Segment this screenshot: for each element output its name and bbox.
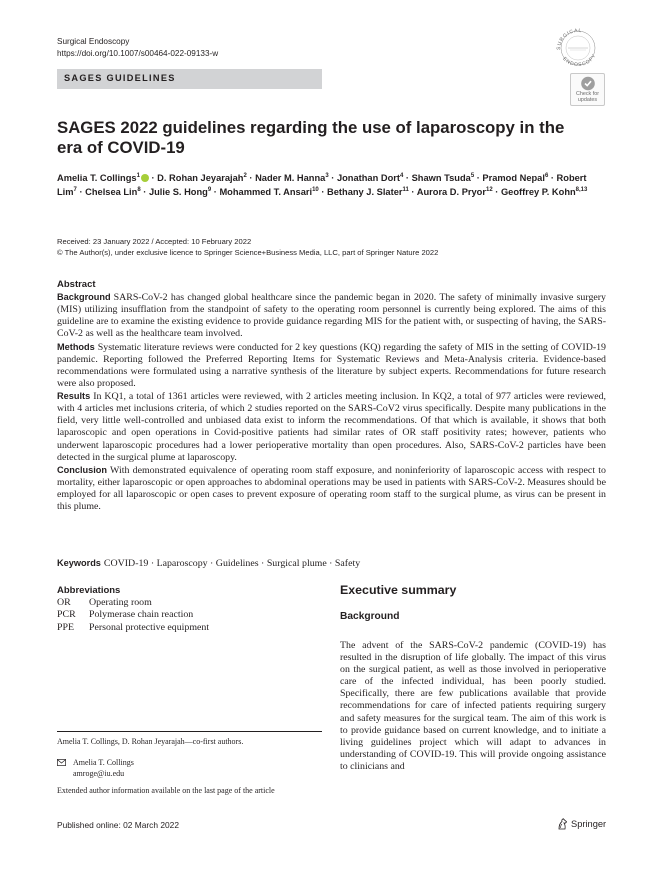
author-name: Julie S. Hong [148,186,208,197]
author[interactable] [417,187,493,197]
author[interactable] [157,173,247,183]
author-name: Shawn Tsuda [411,173,471,183]
journal-header [57,36,218,59]
published-online-date: Published online: 02 March 2022 [57,820,179,830]
author-name: Chelsea Lin [85,186,138,197]
author-separator: · [474,173,483,183]
abstract-heading: Abstract [57,279,96,290]
publisher-name: Springer [571,819,607,829]
author[interactable] [327,187,409,197]
section-heading-executive-summary: Executive summary [340,583,457,597]
abbreviation-row [57,609,322,621]
corresponding-author [57,757,134,779]
author-separator: · [148,173,158,183]
check-for-updates-badge[interactable] [570,73,605,106]
author-affiliation: 9 [207,186,212,193]
abbreviation-term: PPE [57,621,75,633]
keywords-text: COVID-19 · Laparoscopy · Guidelines · Surgical plume · Safety [103,558,361,569]
orcid-icon[interactable] [141,174,149,182]
background-body-text: The advent of the SARS-CoV-2 pandemic (COVID-19) has resulted in the disruption of life globally. The impact of this virus on the surgical patient, as well as those involved in perioperative care of the infected individual, has been poorly studied. Specifically, there are few publications available that provide recommendations for care of infected patients requiring surgery and safety measures for the surgical team. The aim of this work is to provide guidance based on current knowledge, and to initiate a living guidelines project which will adapt to advances in understanding of COVID-19. This will provide ongoing assistance to clinicians and [340,640,606,772]
author-separator: · [408,186,417,197]
keywords [57,557,360,570]
envelope-icon [57,759,66,766]
author-list [57,172,607,199]
author-name: D. Rohan Jeyarajah [157,173,244,183]
author-separator: · [211,186,220,197]
received-accepted-dates: Received: 23 January 2022 / Accepted: 10 February 2022 [57,237,252,246]
abbreviation-row [57,622,322,634]
abstract-background-label: Background [57,292,111,302]
author-affiliation: 8 [137,186,141,193]
author[interactable] [85,187,141,197]
author-name: Nader M. Hanna [255,173,326,183]
author-affiliation: 6 [544,172,549,179]
author-separator: · [492,186,501,197]
author-affiliation: 3 [325,172,329,179]
abstract-methods-label: Methods [57,341,95,352]
section-label: SAGES GUIDELINES [64,73,176,83]
author-name: Aurora D. Pryor [416,186,486,197]
abstract-results [57,390,606,464]
author[interactable] [149,187,211,197]
copyright-notice: © The Author(s), under exclusive licence to Springer Science+Business Media, LLC, part of Springer Nature 2022 [57,248,439,257]
author-name: Amelia T. Collings [57,173,137,183]
author-affiliation: 10 [312,186,319,193]
author-affiliation: 4 [399,172,404,179]
abbreviation-row [57,597,322,609]
svg-text:ENDOSCOPY: ENDOSCOPY [561,52,598,69]
author-affiliation: 1 [136,172,140,179]
check-updates-icon [580,76,596,91]
abstract-conclusion-text: With demonstrated equivalence of operating room staff exposure, and noninferiority of laparoscopic access with respect to mortality, either laparoscopic or open approaches to abdominal operations may be used in patients with SARS-CoV-2. Measures should be employed for all laparoscopic or open cases to prevent exposure of operating room staff to the surgical plume, as virus can be present in this plume. [57,464,606,513]
abstract-conclusion [57,464,606,514]
author-name: Pramod Nepal [482,173,545,183]
corresponding-author-name: Amelia T. Collings [73,758,134,767]
author[interactable] [501,187,587,197]
author-name: Robert Lim [57,173,587,197]
subsection-heading-background: Background [340,611,400,622]
journal-seal-logo [546,22,610,70]
author-affiliation: 7 [73,186,77,193]
author-name: Mohammed T. Ansari [219,186,313,197]
author[interactable] [57,173,149,183]
abbreviation-term: OR [57,597,71,608]
author[interactable] [412,173,475,183]
author-name: Jonathan Dort [336,173,400,183]
abstract-methods-text: Systematic literature reviews were conducted for 2 key questions (KQ) regarding the safety of MIS in the setting of COVID-19 pandemic. Reporting followed the Preferred Reporting Items for Systematic Reviews and Meta-Analysis criteria. Evidence-based recommendations were formulated using a narrative synthesis of the literature by subject experts. Recommendations for future research were also proposed. [57,341,606,389]
author-affiliation: 11 [402,186,409,193]
springer-horse-icon [557,818,568,830]
extended-author-info-note: Extended author information available on the last page of the article [57,786,275,795]
section-band [57,69,322,89]
author-separator: · [328,173,337,183]
author-separator: · [76,186,86,197]
svg-text:SURGICAL: SURGICAL [555,27,583,51]
keywords-label: Keywords [57,558,101,568]
author-affiliation: 12 [485,186,493,193]
author-affiliation: 5 [470,172,475,179]
abstract-background-text: SARS-CoV-2 has changed global healthcare since the pandemic began in 2020. The safety of minimally invasive surgery (MIS) utilizing insufflation from the standpoint of safety to the operating room personnel is currently being explored. The aims of this guideline are to examine the existing evidence to provide guidance regarding MIS for the patient with, or suspecting of having, the SARS-CoV-2 as well as the healthcare team involved. [57,292,606,340]
author-separator: · [246,173,256,183]
author[interactable] [219,187,318,197]
author-separator: · [548,173,557,183]
author-separator: · [403,173,412,183]
footnote-divider [57,731,322,732]
corresponding-author-email[interactable]: amroge@iu.edu [73,769,125,778]
author[interactable] [482,173,548,183]
article-dates [57,236,438,258]
abstract-results-text: In KQ1, a total of 1361 articles were reviewed, with 2 articles meeting inclusion. In KQ2, a total of 977 articles were reviewed, with 4 articles met inclusions criteria, of which 2 studies reported on the SARS-CoV2 virus specifically. Despite many publications in the field, very little well-controlled and unbiased data exist to inform the recommendations. Of that which is available, it shows that both laparoscopic and open operations in Covid-positive patients had similar rates of OR staff positivity rates; however, patients who underwent laparoscopic procedures had a lower perioperative mortality than open procedures. Also, SARS-CoV-2 particles have been detected in the surgical plume at laparoscopy. [57,391,606,463]
author[interactable] [255,173,329,183]
publisher-logo [557,818,606,830]
author-name: Geoffrey P. Kohn [500,186,576,197]
abbreviations-heading: Abbreviations [57,585,121,596]
author[interactable] [337,173,403,183]
journal-doi[interactable]: https://doi.org/10.1007/s00464-022-09133-w [57,48,219,58]
abbreviation-term: PCR [57,609,76,621]
check-updates-label: Check for updates [575,91,600,104]
author-name: Bethany J. Slater [327,186,403,197]
abstract-conclusion-label: Conclusion [57,464,108,475]
abbreviation-definition: Polymerase chain reaction [89,609,194,621]
author-affiliation: 2 [243,172,247,179]
abstract-background [57,291,606,341]
article-title: SAGES 2022 guidelines regarding the use of laparoscopy in the era of COVID-19 [57,118,565,157]
abstract [57,279,606,513]
author-affiliation: 8,13 [575,186,588,193]
abbreviation-definition: Personal protective equipment [89,621,210,633]
abbreviation-definition: Operating room [89,597,152,608]
journal-name: Surgical Endoscopy [57,37,130,46]
author-separator: · [140,186,149,197]
author-separator: · [318,186,328,197]
abbreviations [57,585,322,634]
abstract-methods [57,341,606,391]
co-first-authors-note: Amelia T. Collings, D. Rohan Jeyarajah—co-first authors. [57,737,244,746]
abstract-results-label: Results [57,391,91,401]
